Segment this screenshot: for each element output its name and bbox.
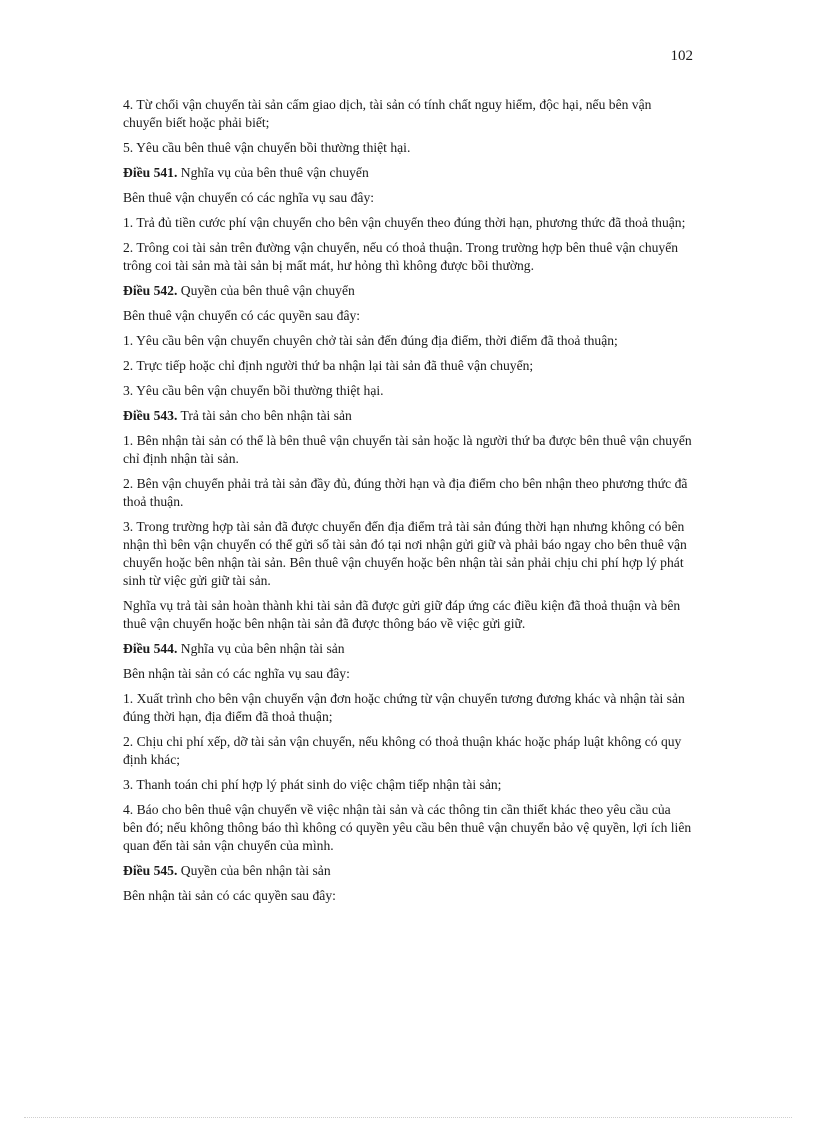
paragraph: Bên nhận tài sản có các nghĩa vụ sau đây: — [123, 666, 350, 681]
paragraph: 2. Chịu chi phí xếp, dỡ tài sản vận chuyển, nếu không có thoả thuận khác hoặc pháp luật không có quy định khác; — [123, 734, 682, 767]
article-number: Điều 541. — [123, 165, 178, 180]
article-heading — [123, 407, 693, 425]
paragraph: 2. Trông coi tài sản trên đường vận chuyển, nếu có thoả thuận. Trong trường hợp bên thuê vận chuyển trông coi tài sản mà tài sản bị mất mát, hư hỏng thì không được bồi thường. — [123, 240, 679, 273]
article-number: Điều 543. — [123, 408, 178, 423]
article-heading — [123, 862, 693, 880]
paragraph: 3. Trong trường hợp tài sản đã được chuyển đến địa điểm trả tài sản đúng thời hạn nhưng không có bên nhận thì bên vận chuyển có thể gửi số tài sản đó tại nơi nhận gửi giữ và phải báo ngay cho bên thuê vận chuyển hoặc bên nhận tài sản. Bên thuê vận chuyển hoặc bên nhận tài sản phải chịu chi phí hợp lý phát sinh từ việc gửi giữ tài sản. — [123, 519, 687, 588]
paragraph: 1. Bên nhận tài sản có thể là bên thuê vận chuyển tài sản hoặc là người thứ ba được bên thuê vận chuyển chỉ định nhận tài sản. — [123, 433, 692, 466]
paragraph: 1. Trả đủ tiền cước phí vận chuyển cho bên vận chuyển theo đúng thời hạn, phương thức đã thoả thuận; — [123, 215, 686, 230]
article-number: Điều 542. — [123, 283, 178, 298]
article-heading — [123, 640, 693, 658]
paragraph: 1. Yêu cầu bên vận chuyển chuyên chở tài sản đến đúng địa điểm, thời điểm đã thoả thuận; — [123, 333, 618, 348]
paragraph: Bên thuê vận chuyển có các nghĩa vụ sau đây: — [123, 190, 375, 205]
article-heading — [123, 164, 693, 182]
paragraph: 4. Từ chối vận chuyển tài sản cấm giao dịch, tài sản có tính chất nguy hiểm, độc hại, nếu bên vận chuyển biết hoặc phải biết; — [123, 97, 652, 130]
page-number: 102 — [670, 48, 693, 64]
article-number: Điều 545. — [123, 863, 178, 878]
article-title: Quyền của bên thuê vận chuyển — [177, 283, 355, 298]
article-title: Nghĩa vụ của bên nhận tài sản — [177, 641, 345, 656]
paragraph: 3. Yêu cầu bên vận chuyển bồi thường thiệt hại. — [123, 383, 384, 398]
paragraph: Bên thuê vận chuyển có các quyền sau đây: — [123, 308, 361, 323]
paragraph: Bên nhận tài sản có các quyền sau đây: — [123, 888, 336, 903]
paragraph: 4. Báo cho bên thuê vận chuyển về việc nhận tài sản và các thông tin cần thiết khác theo yêu cầu của bên đó; nếu không thông báo thì không có quyền yêu cầu bên thuê vận chuyển bảo vệ quyền, lợi ích liên quan đến tài sản vận chuyển của mình. — [123, 802, 692, 853]
paragraph: 5. Yêu cầu bên thuê vận chuyển bồi thường thiệt hại. — [123, 140, 411, 155]
paragraph: 3. Thanh toán chi phí hợp lý phát sinh do việc chậm tiếp nhận tài sản; — [123, 777, 502, 792]
document-body — [123, 96, 693, 912]
article-title: Quyền của bên nhận tài sản — [177, 863, 331, 878]
page-bottom-divider — [24, 1117, 792, 1118]
article-title: Nghĩa vụ của bên thuê vận chuyển — [177, 165, 369, 180]
paragraph: 2. Bên vận chuyển phải trả tài sản đầy đủ, đúng thời hạn và địa điểm cho bên nhận theo phương thức đã thoả thuận. — [123, 476, 688, 509]
paragraph: 1. Xuất trình cho bên vận chuyển vận đơn hoặc chứng từ vận chuyển tương đương khác và nhận tài sản đúng thời hạn, địa điểm đã thoả thuận; — [123, 691, 685, 724]
article-heading — [123, 282, 693, 300]
paragraph: Nghĩa vụ trả tài sản hoàn thành khi tài sản đã được gửi giữ đáp ứng các điều kiện đã thoả thuận và bên thuê vận chuyển hoặc bên nhận tài sản đã được thông báo về việc gửi giữ. — [123, 598, 681, 631]
paragraph: 2. Trực tiếp hoặc chỉ định người thứ ba nhận lại tài sản đã thuê vận chuyển; — [123, 358, 534, 373]
article-number: Điều 544. — [123, 641, 178, 656]
article-title: Trả tài sản cho bên nhận tài sản — [177, 408, 352, 423]
